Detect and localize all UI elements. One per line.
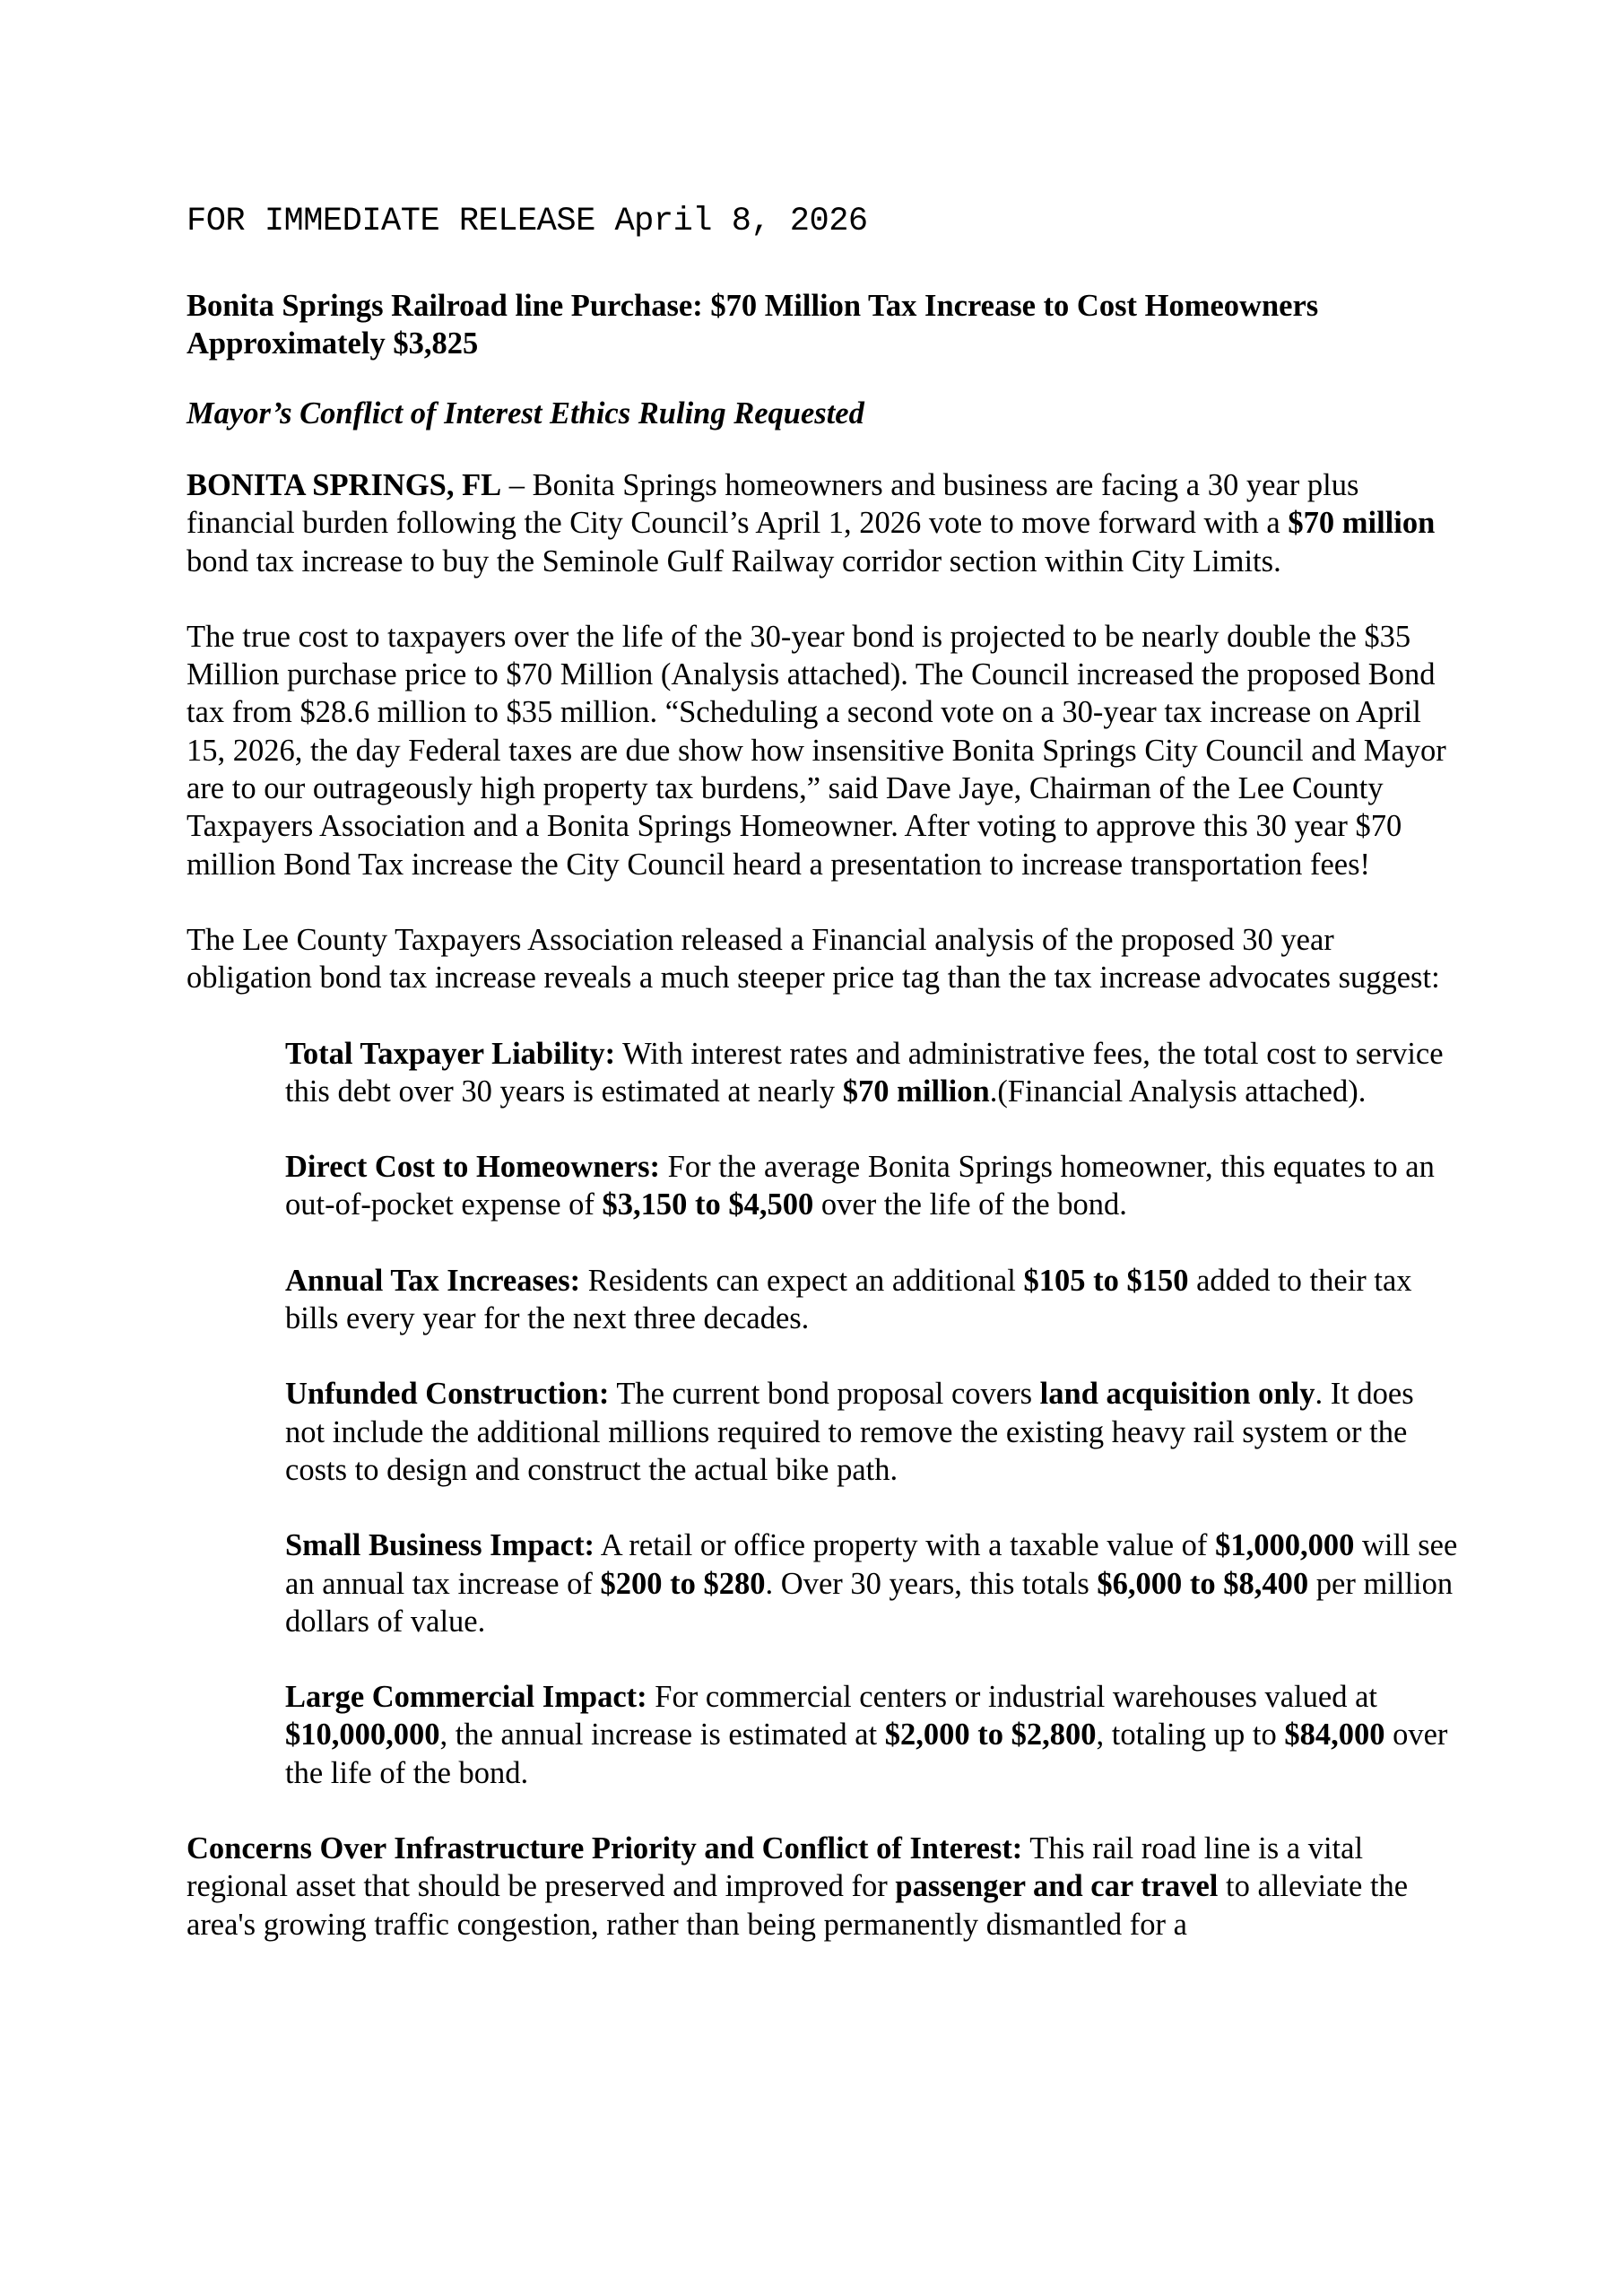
analysis-intro-paragraph: The Lee County Taxpayers Association released a Financial analysis of the proposed 30 year obligation bond tax increase reveals a much steeper price tag than the tax increase advocates suggest: — [187, 922, 1440, 996]
analysis-item-text: Residents can expect an additional — [580, 1263, 1024, 1298]
analysis-item-figure: $3,150 to $4,500 — [602, 1187, 814, 1222]
analysis-item — [285, 1262, 1460, 1338]
lead-text-2: bond tax increase to buy the Seminole Gulf Railway corridor section within City Limits. — [187, 544, 1281, 578]
release-dateline: FOR IMMEDIATE RELEASE April 8, 2026 — [187, 203, 868, 240]
analysis-item-text: over the life of the bond. — [813, 1187, 1127, 1222]
analysis-item-figure: $105 to $150 — [1023, 1263, 1189, 1298]
concerns-paragraph — [187, 1830, 1460, 1944]
analysis-item — [285, 1148, 1460, 1224]
analysis-item-figure: $84,000 — [1284, 1718, 1385, 1752]
analysis-items-list — [187, 1035, 1460, 1792]
analysis-item-text: The current bond proposal covers — [609, 1377, 1040, 1412]
analysis-item-text: , the annual increase is estimated at — [439, 1718, 885, 1752]
analysis-item-text: per million dollars of value. — [285, 1566, 1454, 1639]
headline: Bonita Springs Railroad line Purchase: $70 Million Tax Increase to Cost Homeowners Approximately $3,825 — [187, 289, 1319, 361]
analysis-item-figure: $2,000 to $2,800 — [884, 1718, 1097, 1752]
analysis-item-text: . It does not include the additional millions required to remove the existing heavy rail system or the costs to design and construct the actual bike path. — [285, 1377, 1414, 1487]
lead-paragraph — [187, 466, 1460, 580]
analysis-item-text: . Over 30 years, this totals — [765, 1566, 1098, 1601]
analysis-item-label: Total Taxpayer Liability: — [285, 1036, 616, 1071]
analysis-item — [285, 1678, 1460, 1792]
analysis-item — [285, 1526, 1460, 1640]
analysis-item-label: Unfunded Construction: — [285, 1377, 610, 1412]
analysis-item — [285, 1375, 1460, 1489]
analysis-item-text: added to their tax bills every year for the next three decades. — [285, 1263, 1412, 1336]
lead-text-1: – Bonita Springs homeowners and business are facing a 30 year plus financial burden following the City Council’s April 1, 2026 vote to move forward with a — [187, 468, 1359, 541]
analysis-item-figure: $10,000,000 — [285, 1718, 440, 1752]
analysis-item-text: A retail or office property with a taxable value of — [595, 1528, 1216, 1563]
analysis-item-figure: land acquisition only — [1039, 1377, 1315, 1412]
analysis-item-label: Large Commercial Impact: — [285, 1680, 647, 1715]
analysis-item-text: With interest rates and administrative fees, the total cost to service this debt over 30 years is estimated at nearly — [285, 1036, 1444, 1109]
analysis-item-text: .(Financial Analysis attached). — [989, 1074, 1367, 1109]
analysis-item-text: over the life of the bond. — [285, 1718, 1448, 1790]
analysis-item-text: , totaling up to — [1096, 1718, 1285, 1752]
cost-paragraph: The true cost to taxpayers over the life of the 30-year bond is projected to be nearly double the $35 Million purchase price to $70 Million (Analysis attached). The Council increased the proposed Bond tax from $28.6 million to $35 million. “Scheduling a second vote on a 30-year tax increase on April 15, 2026, the day Federal taxes are due show how insensitive Bonita Springs City Council and Mayor are to our outrageously high property tax burdens,” said Dave Jaye, Chairman of the Lee County Taxpayers Association and a Bonita Springs Homeowner. After voting to approve this 30 year $70 million Bond Tax increase the City Council heard a presentation to increase transportation fees! — [187, 619, 1446, 882]
subheadline: Mayor’s Conflict of Interest Ethics Ruling Requested — [187, 396, 864, 430]
press-release-body — [187, 199, 1460, 1981]
analysis-item-text: For commercial centers or industrial warehouses valued at — [647, 1680, 1377, 1715]
analysis-item-label: Direct Cost to Homeowners: — [285, 1150, 661, 1185]
analysis-item-figure: $6,000 to $8,400 — [1097, 1566, 1309, 1601]
analysis-item — [285, 1035, 1460, 1111]
concerns-text-1: This rail road line is a vital regional asset that should be preserved and improved for — [187, 1831, 1364, 1904]
analysis-item-text: will see an annual tax increase of — [285, 1528, 1458, 1601]
analysis-item-figure: $1,000,000 — [1215, 1528, 1355, 1563]
analysis-item-figure: $70 million — [842, 1074, 990, 1109]
analysis-item-figure: $200 to $280 — [600, 1566, 766, 1601]
analysis-item-label: Small Business Impact: — [285, 1528, 595, 1563]
lead-bond-amount: $70 million — [1288, 506, 1436, 541]
analysis-item-text: For the average Bonita Springs homeowner, this equates to an out-of-pocket expense of — [285, 1150, 1435, 1222]
concerns-label: Concerns Over Infrastructure Priority and Conflict of Interest: — [187, 1831, 1023, 1866]
concerns-emphasis: passenger and car travel — [895, 1869, 1219, 1904]
lead-location: BONITA SPRINGS, FL — [187, 468, 502, 502]
concerns-text-2: to alleviate the area's growing traffic congestion, rather than being permanently dismantled for a — [187, 1869, 1409, 1942]
analysis-item-label: Annual Tax Increases: — [285, 1263, 581, 1298]
